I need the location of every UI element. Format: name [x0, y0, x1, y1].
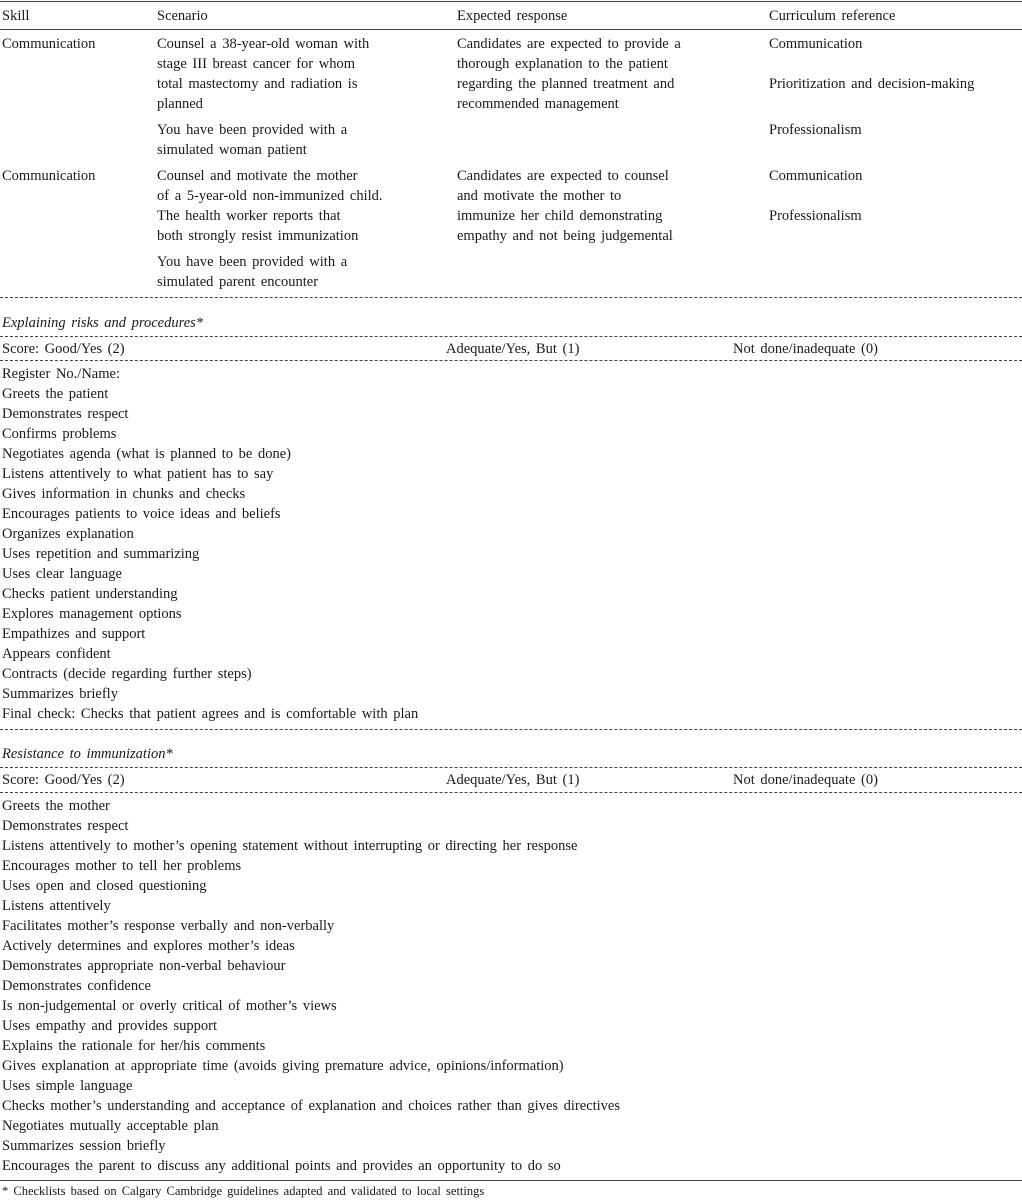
list-item: Is non-judgemental or overly critical of mother’s views: [2, 998, 337, 1014]
list-item: Explores management options: [2, 606, 182, 622]
list-item: Uses clear language: [2, 566, 122, 582]
top-rule: [0, 1, 1022, 2]
list-item: Demonstrates appropriate non-verbal behaviour: [2, 958, 286, 974]
list-item: Checks mother’s understanding and acceptance of explanation and choices rather than gives directives: [2, 1098, 621, 1114]
checklist-items: [2, 796, 620, 1176]
row2-scenario: Counsel and motivate the mother of a 5-year-old non-immunized child. The health worker reports that both strongly resist immunization: [157, 168, 383, 244]
list-item: Final check: Checks that patient agrees and is comfortable with plan: [2, 706, 419, 722]
score-good: Score: Good/Yes (2): [2, 341, 125, 357]
list-item: Uses open and closed questioning: [2, 878, 207, 894]
section-rule: [0, 729, 1022, 730]
score-good: Score: Good/Yes (2): [2, 772, 125, 788]
row2-reference: Professionalism: [769, 208, 862, 224]
section-rule: [0, 767, 1022, 768]
section-rule: [0, 336, 1022, 337]
footnote-rule: [0, 1180, 1022, 1181]
row2-response: Candidates are expected to counsel and motivate the mother to immunize her child demonstrating empathy and not being judgemental: [457, 168, 673, 244]
score-adequate: Adequate/Yes, But (1): [446, 772, 580, 788]
row1-skill: Communication: [2, 36, 96, 52]
header-expected-response: Expected response: [457, 8, 568, 24]
list-item: Appears confident: [2, 646, 111, 662]
header-curriculum-reference: Curriculum reference: [769, 8, 896, 24]
list-item: Uses simple language: [2, 1078, 133, 1094]
list-item: Explains the rationale for her/his comments: [2, 1038, 266, 1054]
section-rule: [0, 360, 1022, 361]
list-item: Negotiates agenda (what is planned to be done): [2, 446, 292, 462]
row1-reference: Professionalism: [769, 122, 862, 138]
header-rule: [0, 29, 1022, 30]
list-item: Actively determines and explores mother’s ideas: [2, 938, 295, 954]
row1-reference: Communication: [769, 36, 863, 52]
header-scenario: Scenario: [157, 8, 208, 24]
list-item: Demonstrates respect: [2, 818, 129, 834]
list-item: Demonstrates respect: [2, 406, 129, 422]
list-item: Uses repetition and summarizing: [2, 546, 200, 562]
list-item: Encourages the parent to discuss any additional points and provides an opportunity to do so: [2, 1158, 561, 1174]
row2-scenario-note: You have been provided with a simulated parent encounter: [157, 254, 348, 290]
list-item: Greets the patient: [2, 386, 109, 402]
row2-reference: Communication: [769, 168, 863, 184]
list-item: Listens attentively: [2, 898, 111, 914]
row1-scenario-note: You have been provided with a simulated woman patient: [157, 122, 348, 158]
list-item: Register No./Name:: [2, 366, 120, 382]
row1-response: Candidates are expected to provide a thorough explanation to the patient regarding the planned treatment and recommended management: [457, 36, 681, 112]
row2-skill: Communication: [2, 168, 96, 184]
list-item: Negotiates mutually acceptable plan: [2, 1118, 219, 1134]
checklist-title: Resistance to immunization*: [2, 746, 173, 762]
list-item: Organizes explanation: [2, 526, 134, 542]
header-skill: Skill: [2, 8, 30, 24]
section-rule: [0, 297, 1022, 298]
row1-reference: Prioritization and decision-making: [769, 76, 975, 92]
row1-scenario: Counsel a 38-year-old woman with stage III breast cancer for whom total mastectomy and radiation is planned: [157, 36, 370, 112]
score-not-done: Not done/inadequate (0): [733, 772, 878, 788]
checklist-title: Explaining risks and procedures*: [2, 315, 204, 331]
list-item: Summarizes session briefly: [2, 1138, 166, 1154]
list-item: Summarizes briefly: [2, 686, 118, 702]
checklist-items: [2, 364, 418, 724]
list-item: Encourages mother to tell her problems: [2, 858, 242, 874]
list-item: Greets the mother: [2, 798, 110, 814]
list-item: Confirms problems: [2, 426, 117, 442]
list-item: Listens attentively to what patient has to say: [2, 466, 274, 482]
list-item: Gives explanation at appropriate time (avoids giving premature advice, opinions/information): [2, 1058, 564, 1074]
list-item: Checks patient understanding: [2, 586, 178, 602]
score-adequate: Adequate/Yes, But (1): [446, 341, 580, 357]
list-item: Gives information in chunks and checks: [2, 486, 246, 502]
section-rule: [0, 792, 1022, 793]
list-item: Demonstrates confidence: [2, 978, 151, 994]
list-item: Empathizes and support: [2, 626, 146, 642]
list-item: Facilitates mother’s response verbally and non-verbally: [2, 918, 335, 934]
list-item: Contracts (decide regarding further steps): [2, 666, 252, 682]
score-not-done: Not done/inadequate (0): [733, 341, 878, 357]
list-item: Encourages patients to voice ideas and beliefs: [2, 506, 281, 522]
footnote: * Checklists based on Calgary Cambridge guidelines adapted and validated to local settings: [2, 1184, 485, 1198]
list-item: Uses empathy and provides support: [2, 1018, 217, 1034]
list-item: Listens attentively to mother’s opening statement without interrupting or directing her response: [2, 838, 578, 854]
